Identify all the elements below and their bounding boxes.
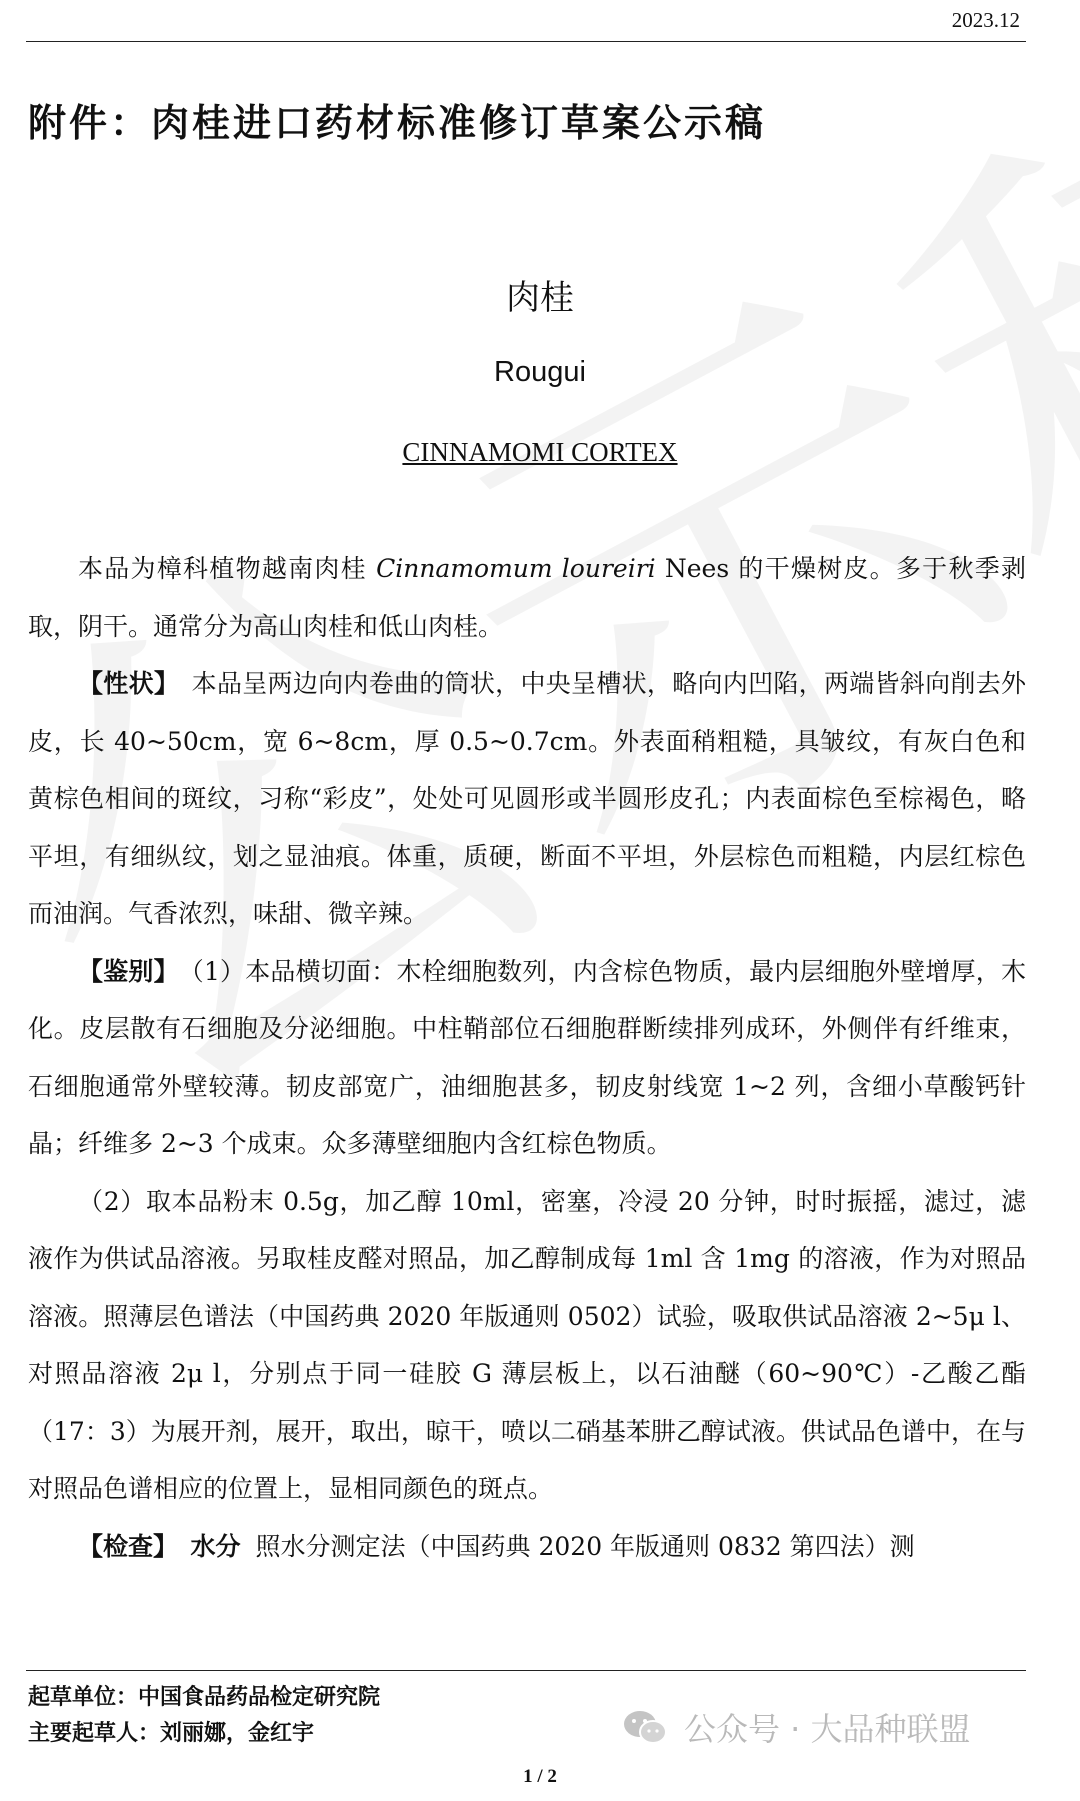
inspection-item-moisture: 水分: [190, 1531, 241, 1561]
characters-paragraph: [28, 655, 1026, 943]
section-label-characters: 【性状】: [78, 669, 180, 698]
identification-text-1: （1）本品横切面：木栓细胞数列，内含棕色物质，最内层细胞外壁增厚，木化。皮层散有石细胞及分泌细胞。中柱鞘部位石细胞群断续排列成环，外侧伴有纤维束，石细胞通常外壁较薄。韧皮部宽广，油细胞甚多，韧皮射线宽 1~2 列，含细小草酸钙针晶；纤维多 2~3 个成束。众多薄壁细胞内含红棕色物质。: [28, 956, 1026, 1158]
drafters: 主要起草人：刘丽娜，金红宇: [28, 1721, 315, 1746]
identification-paragraph-2: （2）取本品粉末 0.5g，加乙醇 10ml，密塞，冷浸 20 分钟，时时振摇，滤过，滤液作为供试品溶液。另取桂皮醛对照品，加乙醇制成每 1ml 含 1mg 的溶液，作为对照品溶液。照薄层色谱法（中国药典 2020 年版通则 0502）试验，吸取供试品溶液 2~5μ l、对照品溶液 2μ l，分别点于同一硅胶 G 薄层板上，以石油醚（60~90℃）-乙酸乙酯（17：3）为展开剂，展开，取出，晾干，喷以二硝基苯肼乙醇试液。供试品色谱中，在与对照品色谱相应的位置上，显相同颜色的斑点。: [28, 1186, 1026, 1503]
monograph-name-latin: [0, 437, 1080, 468]
latin-name-text: CINNAMOMI CORTEX: [402, 437, 678, 467]
monograph-body: [28, 540, 1026, 1575]
species-name: Cinnamomum loureiri: [376, 554, 656, 583]
characters-text: 本品呈两边向内卷曲的筒状，中央呈槽状，略向内凹陷，两端皆斜向削去外皮，长 40~50cm，宽 6~8cm，厚 0.5~0.7cm。外表面稍粗糙，具皱纹，有灰白色和黄棕色相间的斑纹，习称“彩皮”，处处可见圆形或半圆形皮孔；内表面棕色至棕褐色，略平坦，有细纵纹，划之显油痕。体重，质硬，断面不平坦，外层棕色而粗糙，内层红棕色而油润。气香浓烈，味甜、微辛辣。: [28, 669, 1026, 928]
wechat-brand: [622, 1704, 971, 1750]
intro-text-before: 本品为樟科植物越南肉桂: [78, 554, 377, 583]
inspection-paragraph: [28, 1518, 1026, 1576]
drafting-unit: 起草单位：中国食品药品检定研究院: [28, 1685, 381, 1710]
section-label-identification: 【鉴别】: [78, 956, 179, 986]
section-label-inspection: 【检查】: [78, 1531, 179, 1561]
intro-paragraph: [28, 540, 1026, 655]
brand-text: 公众号 · 大品种联盟: [684, 1710, 971, 1748]
identification-paragraph-1: [28, 943, 1026, 1173]
header-divider: [26, 41, 1026, 42]
page-number: 1 / 2: [523, 1766, 557, 1787]
intro-text-after: Nees 的干燥树皮。多于秋季剥取，阴干。通常分为高山肉桂和低山肉桂。: [28, 554, 1026, 641]
footer-divider: [26, 1670, 1026, 1671]
wechat-icon: [622, 1707, 668, 1747]
header-date: 2023.12: [951, 8, 1020, 32]
monograph-name-pinyin: Rougui: [494, 356, 586, 388]
inspection-text: 照水分测定法（中国药典 2020 年版通则 0832 第四法）测: [255, 1531, 915, 1561]
notice-title: 附件：肉桂进口药材标准修订草案公示稿: [28, 101, 767, 145]
monograph-name-chinese: 肉桂: [506, 278, 574, 318]
